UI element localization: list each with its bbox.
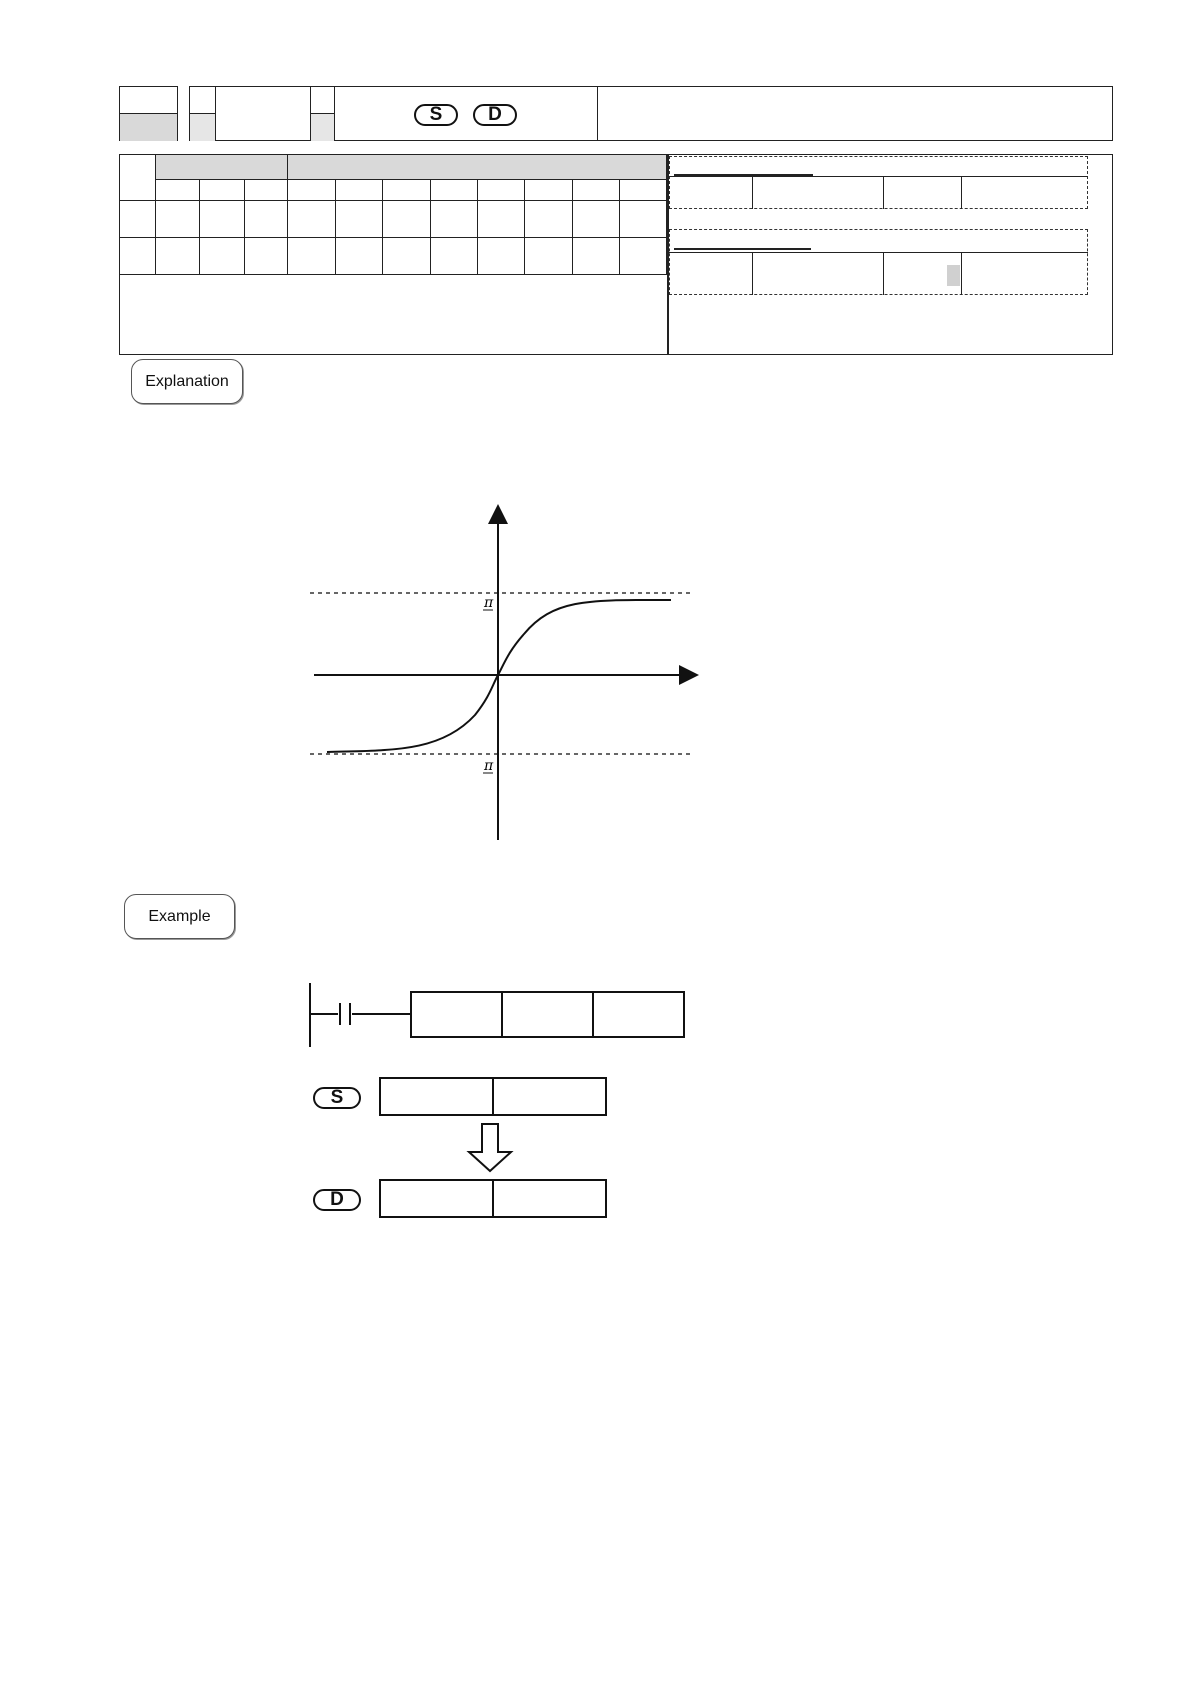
source-register-divider (492, 1077, 494, 1116)
pulse-v3 (961, 252, 962, 295)
program-steps-hline (669, 176, 1088, 177)
program-steps-v1 (752, 176, 753, 209)
instruction-box (411, 992, 684, 1037)
operands-divider (334, 86, 335, 141)
pulse-underline (674, 248, 811, 250)
mnemonic-shade (190, 113, 215, 141)
pulse-box (669, 229, 1088, 295)
pulse-v2 (883, 252, 884, 295)
atan-graph (300, 500, 700, 845)
explanation-label: Explanation (131, 359, 243, 404)
pulse-hline (669, 252, 1088, 253)
program-steps-v3 (961, 176, 962, 209)
lower-pi-label: π (484, 758, 494, 774)
ladder-rung (300, 980, 690, 1050)
api-number-shade (120, 113, 177, 141)
example-operand-d: D (313, 1189, 361, 1211)
header-operand-s: S (414, 104, 458, 126)
program-steps-box (669, 156, 1088, 209)
example-operand-s: S (313, 1087, 361, 1109)
down-arrow (465, 1122, 517, 1174)
example-label: Example (124, 894, 235, 939)
program-steps-v2 (883, 176, 884, 209)
operands-shade (311, 113, 334, 141)
header-operand-d: D (473, 104, 517, 126)
mnemonic-divider (215, 86, 216, 141)
dest-register-divider (492, 1179, 494, 1218)
pulse-v1 (752, 252, 753, 295)
pulse-shade (947, 265, 960, 286)
device-table (119, 154, 667, 275)
function-cell (597, 86, 1113, 141)
upper-pi-label: π (484, 595, 494, 611)
